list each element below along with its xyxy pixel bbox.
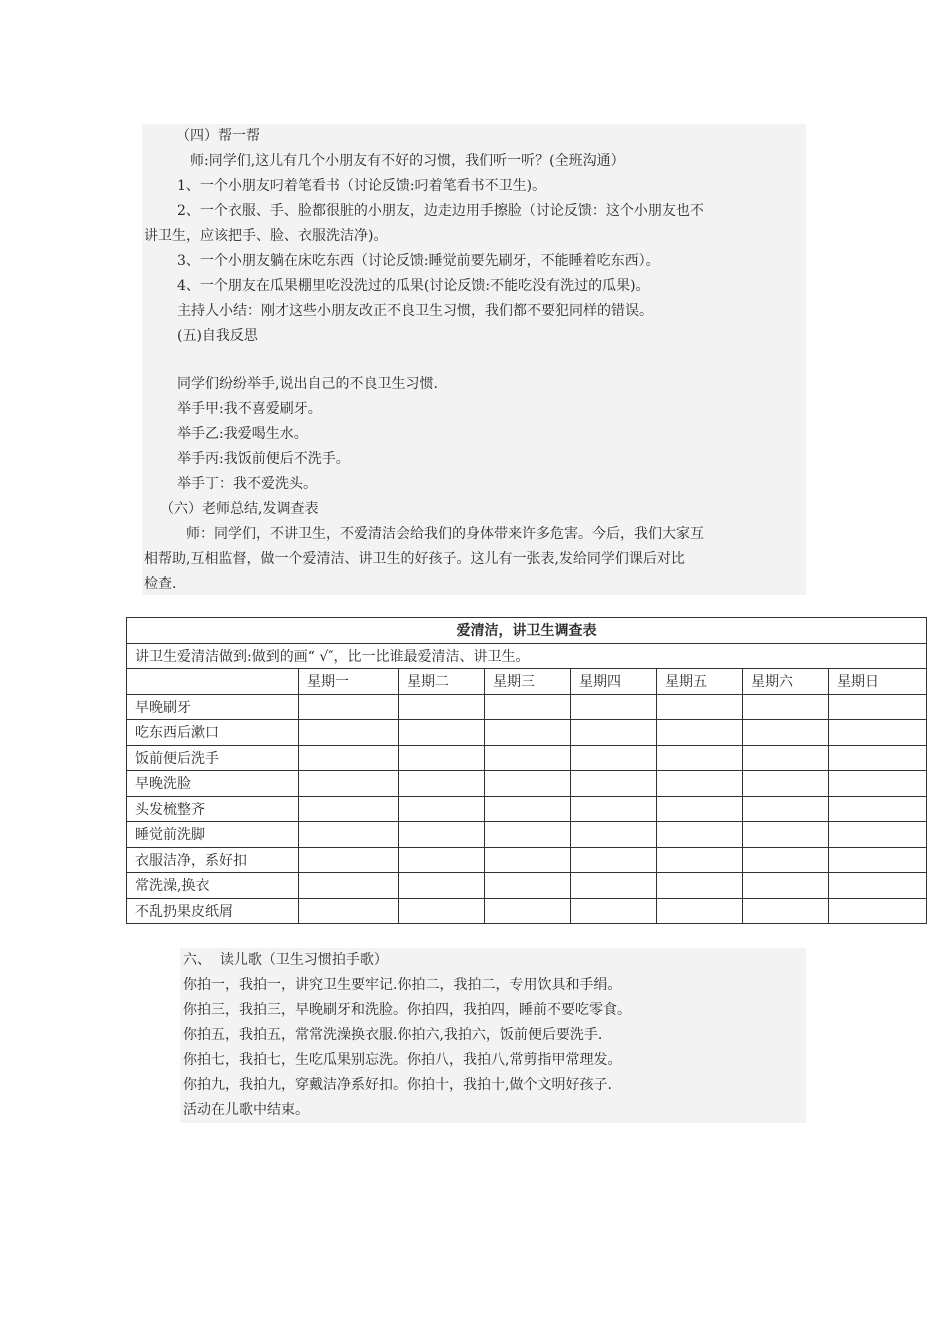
section-four-item-2-continued: 讲卫生，应该把手、脸、衣服洗洁净)。 [144,228,388,244]
check-cell [399,771,485,797]
check-cell [743,796,829,822]
check-cell [829,745,927,771]
check-cell [657,796,743,822]
check-cell [743,771,829,797]
check-cell [399,720,485,746]
habit-label: 常洗澡,换衣 [127,873,299,899]
check-cell [571,873,657,899]
song-line-2: 你拍三，我拍三，早晚刷牙和洗脸。你拍四，我拍四，睡前不要吃零食。 [183,1002,631,1018]
section-four-item-2: 2、一个衣服、手、脸都很脏的小朋友，边走边用手擦脸（讨论反馈：这个小朋友也不 [177,203,704,219]
section-four-intro: 师:同学们,这儿有几个小朋友有不好的习惯，我们听一听？(全班沟通） [190,153,625,169]
song-heading: 六、 读儿歌（卫生习惯拍手歌） [183,952,388,968]
check-cell [299,822,399,848]
table-instruction-row [127,643,927,669]
check-cell [571,796,657,822]
header-day-1: 星期一 [299,669,399,695]
check-cell [743,745,829,771]
check-cell [657,847,743,873]
section-five-answer-b: 举手乙:我爱喝生水。 [177,426,308,442]
song-line-3: 你拍五，我拍五，常常洗澡换衣服.你拍六,我拍六，饭前便后要洗手. [183,1027,603,1043]
section-four-item-3: 3、一个小朋友躺在床吃东西（讨论反馈:睡觉前要先刷牙，不能睡着吃东西）。 [177,253,660,269]
check-cell [743,873,829,899]
check-cell [829,873,927,899]
check-cell [299,745,399,771]
check-cell [399,745,485,771]
check-cell [485,771,571,797]
header-empty-cell [127,669,299,695]
check-cell [571,745,657,771]
check-cell [299,796,399,822]
check-cell [743,847,829,873]
check-cell [829,796,927,822]
check-cell [299,847,399,873]
check-cell [485,822,571,848]
table-row [127,694,927,720]
song-line-4: 你拍七，我拍七，生吃瓜果别忘洗。你拍八，我拍八,常剪指甲常理发。 [183,1052,622,1068]
check-cell [485,694,571,720]
section-four-item-4: 4、一个朋友在瓜果棚里吃没洗过的瓜果(讨论反馈:不能吃没有洗过的瓜果)。 [177,278,650,294]
check-cell [485,720,571,746]
check-cell [485,796,571,822]
check-cell [657,771,743,797]
header-day-6: 星期六 [743,669,829,695]
check-cell [829,847,927,873]
check-cell [299,898,399,924]
check-cell [299,720,399,746]
section-four-item-1: 1、一个小朋友叼着笔看书（讨论反馈:叼着笔看书不卫生)。 [177,178,547,194]
section-six-heading: （六）老师总结,发调查表 [160,501,319,517]
section-six-paragraph-line-2: 相帮助,互相监督，做一个爱清洁、讲卫生的好孩子。这儿有一张表,发给同学们课后对比 [144,551,685,567]
section-five-answer-d: 举手丁：我不爱洗头。 [177,476,317,492]
header-day-2: 星期二 [399,669,485,695]
table-row [127,847,927,873]
check-cell [399,822,485,848]
section-six-paragraph-line-1: 师：同学们，不讲卫生，不爱清洁会给我们的身体带来许多危害。今后，我们大家互 [186,526,704,542]
section-five-intro: 同学们纷纷举手,说出自己的不良卫生习惯. [177,376,438,392]
table-row [127,822,927,848]
check-cell [657,694,743,720]
check-cell [829,898,927,924]
table-row [127,720,927,746]
table-row [127,873,927,899]
table-header-row [127,669,927,695]
check-cell [299,771,399,797]
check-cell [743,898,829,924]
check-cell [399,873,485,899]
check-cell [571,898,657,924]
check-cell [743,694,829,720]
habit-label: 衣服洁净，系好扣 [127,847,299,873]
hygiene-survey-table [126,617,927,924]
check-cell [571,771,657,797]
section-five-answer-c: 举手丙:我饭前便后不洗手。 [177,451,350,467]
habit-label: 睡觉前洗脚 [127,822,299,848]
check-cell [743,822,829,848]
check-cell [829,771,927,797]
check-cell [829,720,927,746]
check-cell [571,822,657,848]
check-cell [485,898,571,924]
habit-label: 饭前便后洗手 [127,745,299,771]
habit-label: 吃东西后漱口 [127,720,299,746]
check-cell [657,822,743,848]
check-cell [571,694,657,720]
check-cell [571,847,657,873]
check-cell [485,847,571,873]
habit-label: 早晚洗脸 [127,771,299,797]
table-row [127,771,927,797]
table-title: 爱清洁，讲卫生调查表 [127,618,927,644]
habit-label: 早晚刷牙 [127,694,299,720]
check-cell [399,847,485,873]
check-cell [657,745,743,771]
check-cell [657,873,743,899]
header-day-4: 星期四 [571,669,657,695]
check-cell [657,720,743,746]
table-row [127,898,927,924]
check-cell [571,720,657,746]
table-row [127,796,927,822]
song-line-5: 你拍九，我拍九，穿戴洁净系好扣。你拍十，我拍十,做个文明好孩子. [183,1077,612,1093]
check-cell [743,720,829,746]
check-cell [657,898,743,924]
section-four-heading: （四）帮一帮 [176,128,260,144]
check-cell [299,873,399,899]
song-line-1: 你拍一，我拍一，讲究卫生要牢记.你拍二，我拍二，专用饮具和手绢。 [183,977,622,993]
check-cell [399,796,485,822]
check-cell [485,873,571,899]
check-cell [829,694,927,720]
habit-label: 不乱扔果皮纸屑 [127,898,299,924]
header-day-3: 星期三 [485,669,571,695]
header-day-7: 星期日 [829,669,927,695]
header-day-5: 星期五 [657,669,743,695]
section-four-summary: 主持人小结：刚才这些小朋友改正不良卫生习惯，我们都不要犯同样的错误。 [177,303,653,319]
section-five-answer-a: 举手甲:我不喜爱刷牙。 [177,401,322,417]
section-five-heading: (五)自我反思 [177,328,258,344]
check-cell [399,694,485,720]
section-six-paragraph-line-3: 检查. [144,576,177,592]
check-cell [299,694,399,720]
habit-label: 头发梳整齐 [127,796,299,822]
table-instruction: 讲卫生爱清洁做到:做到的画“ √″，比一比谁最爱清洁、讲卫生。 [127,643,927,669]
table-row [127,745,927,771]
check-cell [399,898,485,924]
song-ending: 活动在儿歌中结束。 [183,1102,309,1118]
check-cell [485,745,571,771]
check-cell [829,822,927,848]
table-title-row [127,618,927,644]
